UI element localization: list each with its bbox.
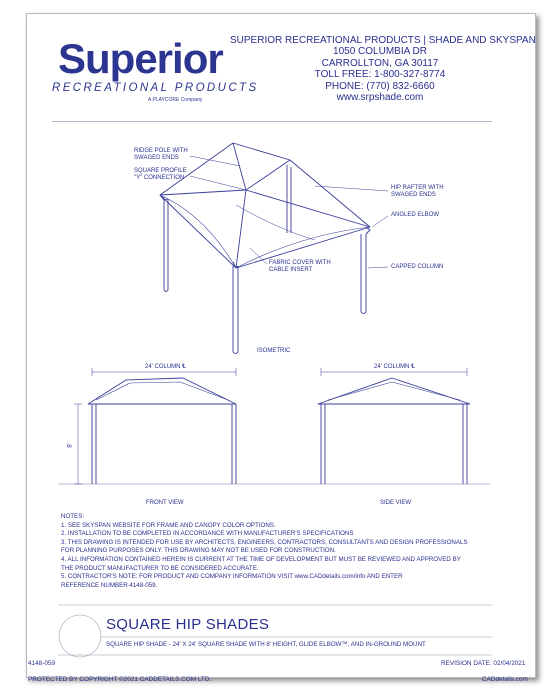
front-view bbox=[88, 378, 236, 484]
callout-angled-elbow: ANGLED ELBOW bbox=[391, 212, 440, 218]
notes-heading: NOTES: bbox=[61, 513, 85, 520]
callout-fabric-cover: FABRIC COVER WITH CABLE INSERT bbox=[269, 260, 331, 273]
drawing-subtitle: SQUARE HIP SHADE - 24' X 24' SQUARE SHADE WITH 8' HEIGHT, GLIDE ELBOW™, AND IN-GROUND MOUNT bbox=[106, 641, 426, 648]
revision-date: REVISION DATE: 02/04/2021 bbox=[441, 660, 526, 667]
front-dimension-label: 24' COLUMN ℄ bbox=[145, 364, 187, 370]
note-line: 3. THIS DRAWING IS INTENDED FOR USE BY ARCHITECTS, ENGINEERS, CONTRACTORS, CONSULTANTS AND DESIGN PROFESSIONALS bbox=[61, 538, 468, 546]
address-line-1: 1050 COLUMBIA DR bbox=[333, 46, 427, 58]
note-line: REFERENCE NUMBER 4148-059. bbox=[61, 581, 158, 589]
front-view-label: FRONT VIEW bbox=[146, 500, 184, 506]
logo-tagline: A PLAYCORE Company bbox=[148, 97, 203, 103]
side-view bbox=[318, 378, 470, 484]
callout-capped-column: CAPPED COLUMN bbox=[391, 264, 444, 270]
isometric-label: ISOMETRIC bbox=[257, 348, 291, 354]
callout-ridge-pole: RIDGE POLE WITH SWAGED ENDS bbox=[134, 148, 188, 161]
company-name: SUPERIOR RECREATIONAL PRODUCTS | SHADE AND SKYSPAN bbox=[230, 35, 536, 46]
toll-free: TOLL FREE: 1-800-327-8774 bbox=[314, 69, 446, 81]
height-dimension-label: 8' bbox=[67, 443, 74, 448]
drawing-title: SQUARE HIP SHADES bbox=[106, 616, 270, 633]
phone: PHONE: (770) 832-6660 bbox=[325, 80, 435, 92]
callout-hip-rafter: HIP RAFTER WITH SWAGED ENDS bbox=[391, 185, 444, 198]
notes-block bbox=[61, 513, 468, 590]
isometric-view bbox=[160, 143, 370, 354]
callout-square-profile: SQUARE PROFILE "Y" CONNECTION bbox=[134, 168, 187, 181]
note-line: 1. SEE SKYSPAN WEBSITE FOR FRAME AND CANOPY COLOR OPTIONS. bbox=[61, 521, 276, 529]
side-dimension-label: 24' COLUMN ℄ bbox=[374, 364, 416, 370]
logo-subline: RECREATIONAL PRODUCTS bbox=[52, 82, 259, 94]
caddetails-link[interactable]: CADdetails.com bbox=[482, 676, 528, 683]
reference-number: 4148-059 bbox=[28, 660, 56, 667]
copyright-notice: PROTECTED BY COPYRIGHT ©2021 CADDETAILS.COM LTD. bbox=[28, 676, 212, 683]
address-line-2: CARROLLTON, GA 30117 bbox=[321, 57, 439, 69]
note-line: 5. CONTRACTOR'S NOTE: FOR PRODUCT AND COMPANY INFORMATION VISIT www.CADdetails.com/info AND ENTER bbox=[61, 573, 403, 581]
note-line: 4. ALL INFORMATION CONTAINED HEREIN IS CURRENT AT THE TIME OF DEVELOPMENT BUT MUST BE REVIEWED AND APPROVED BY bbox=[61, 555, 461, 563]
note-line: FOR PLANNING PURPOSES ONLY. THIS DRAWING MAY NOT BE USED FOR CONSTRUCTION. bbox=[61, 547, 336, 555]
superior-logo-wordmark: Superior bbox=[58, 35, 223, 82]
side-view-label: SIDE VIEW bbox=[380, 500, 412, 506]
website-link[interactable]: www.srpshade.com bbox=[336, 92, 424, 104]
note-line: 2. INSTALLATION TO BE COMPLETED IN ACCORDANCE WITH MANUFACTURER'S SPECIFICATIONS bbox=[61, 530, 354, 538]
note-line: THE PRODUCT MANUFACTURER TO BE CONSIDERED ACCURATE. bbox=[61, 564, 259, 572]
